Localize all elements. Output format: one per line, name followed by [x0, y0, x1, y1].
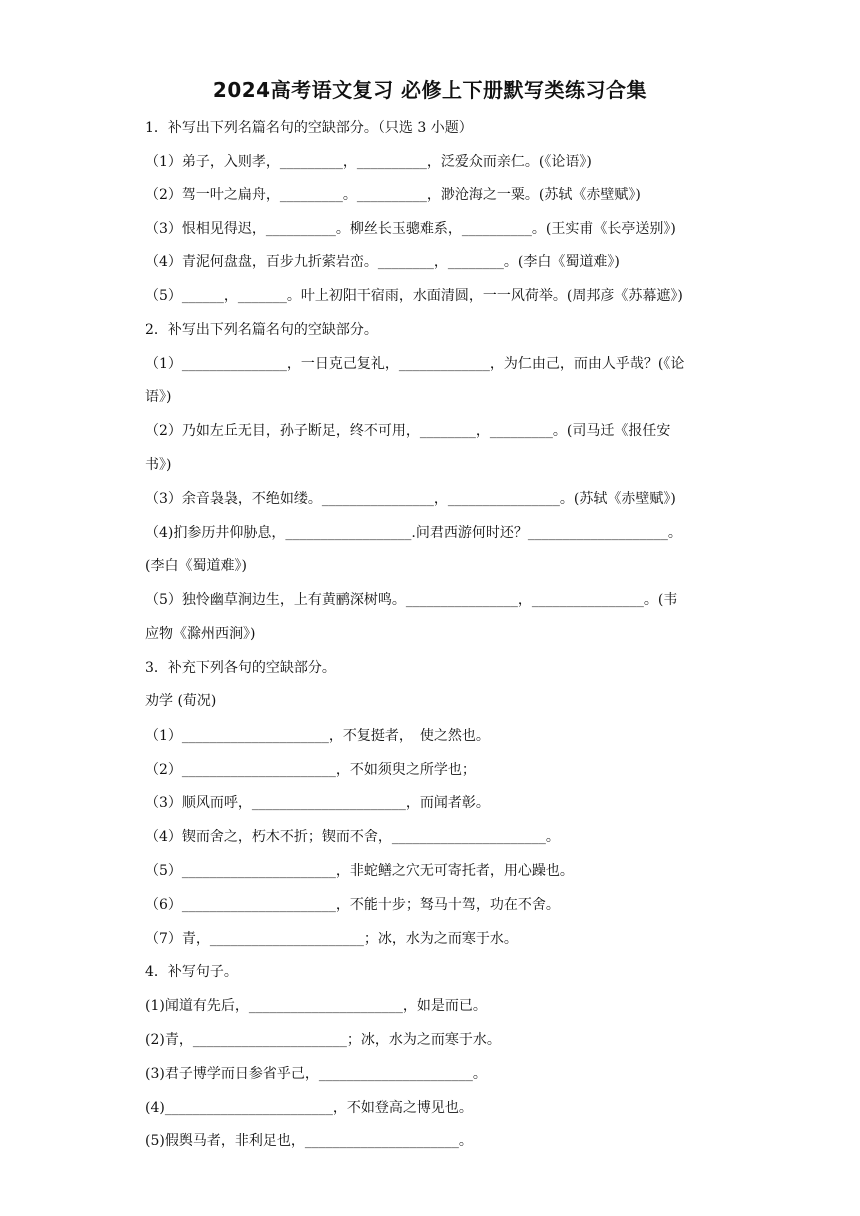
q3-item-1: （1）_____________________，不复挺者， 使之然也。	[145, 728, 490, 744]
q2-heading: 2．补写出下列名篇名句的空缺部分。	[145, 322, 378, 338]
q3-item-5: （5）______________________，非蛇鳝之穴无可寄托者，用心躁也。	[145, 863, 574, 879]
q2-item-1: （1）_______________，一日克己复礼，_____________，为仁由己，而由人乎哉？(《论	[145, 356, 685, 372]
q1-item-3: （3）恨相见得迟，__________。柳丝长玉骢难系，__________。(王实甫《长亭送别》)	[145, 221, 676, 237]
q1-item-5: （5）______，_______。叶上初阳干宿雨，水面清圆，一一风荷举。(周邦彦《苏幕遮》)	[145, 288, 683, 304]
q2-item-4: （4)扪参历井仰胁息，__________________.问君西游何时还？____________________。	[145, 525, 682, 541]
q2-item-1-cont: 语》)	[145, 389, 172, 405]
q3-item-7: （7）青，______________________；冰，水为之而寒于水。	[145, 931, 518, 947]
q1-item-4: （4）青泥何盘盘，百步九折萦岩峦。________，________。(李白《蜀道难》)	[145, 254, 620, 270]
document-title: 2024高考语文复习 必修上下册默写类练习合集	[212, 78, 648, 102]
q4-item-3: (3)君子博学而日参省乎己，______________________。	[145, 1066, 487, 1082]
q3-item-6: （6）______________________，不能十步；驽马十驾，功在不舍。	[145, 897, 560, 913]
q3-heading: 3．补充下列各句的空缺部分。	[145, 660, 336, 676]
q1-item-1: （1）弟子，入则孝，_________，__________，泛爱众而亲仁。(《论语》)	[145, 154, 592, 170]
q4-item-1: (1)闻道有先后，______________________，如是而已。	[145, 998, 487, 1014]
q3-subtitle: 劝学 (荀况)	[145, 693, 217, 709]
q2-item-5-cont: 应物《滁州西涧》)	[145, 626, 256, 642]
q3-item-4: （4）锲而舍之，朽木不折；锲而不舍，______________________。	[145, 829, 560, 845]
q4-item-4: (4)________________________，不如登高之博见也。	[145, 1100, 473, 1116]
q2-item-2: （2）乃如左丘无目，孙子断足，终不可用，________，_________。(司马迁《报任安	[145, 423, 671, 439]
q4-heading: 4．补写句子。	[145, 964, 238, 980]
q2-item-2-cont: 书》)	[145, 457, 172, 473]
q3-item-2: （2）______________________，不如须臾之所学也；	[145, 762, 476, 778]
q4-item-5: (5)假舆马者，非利足也，______________________。	[145, 1133, 473, 1149]
q2-item-4-cont: (李白《蜀道难》)	[145, 558, 247, 574]
q4-item-2: (2)青，______________________；冰，水为之而寒于水。	[145, 1032, 501, 1048]
q1-heading: 1．补写出下列名篇名句的空缺部分。（只选 3 小题）	[145, 120, 473, 136]
q2-item-5: （5）独怜幽草涧边生，上有黄鹂深树鸣。________________，________________。(韦	[145, 592, 678, 608]
q3-item-3: （3）顺风而呼，______________________，而闻者彰。	[145, 795, 490, 811]
q1-item-2: （2）驾一叶之扁舟，_________。__________，渺沧海之一粟。(苏轼《赤壁赋》)	[145, 187, 641, 203]
q2-item-3: （3）余音袅袅，不绝如缕。________________，________________。(苏轼《赤壁赋》)	[145, 491, 676, 507]
